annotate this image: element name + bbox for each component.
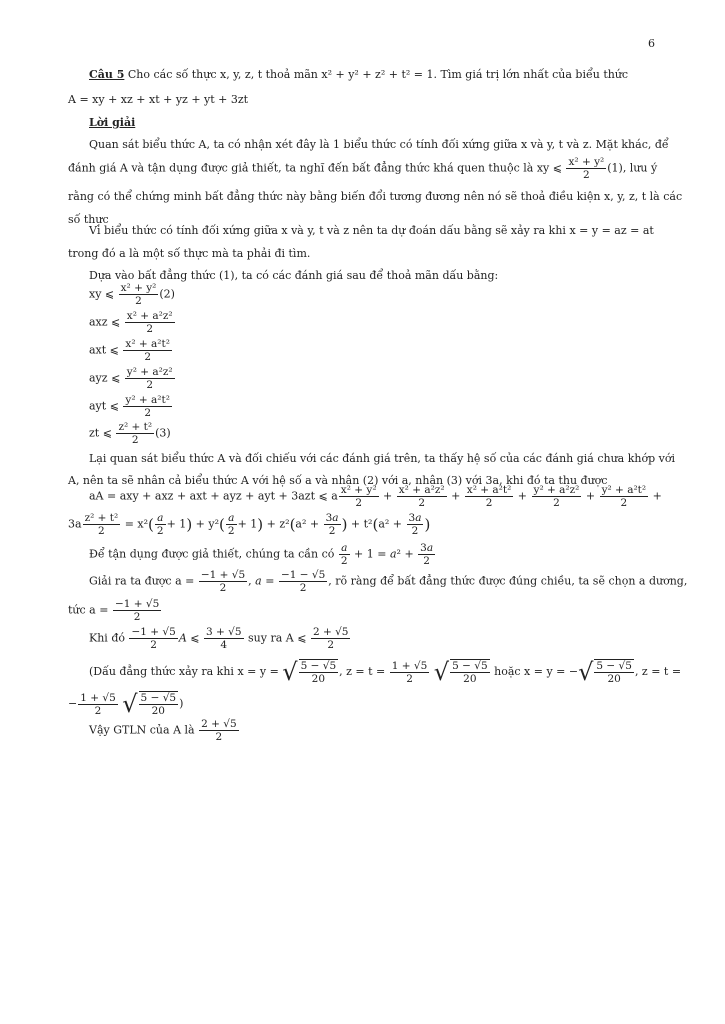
para1-line2 — [68, 156, 656, 181]
para1-line3: rằng có thể chứng minh bất đẳng thức này bằng biến đổi tương đương nên nó sẽ thoả điều kiện x, y, z, t là các — [68, 190, 683, 203]
inequality-4: ayz ⩽ $\frac{\text{y² + a²z²}}{2}$ — [89, 366, 173, 392]
para8-line2: − $\frac{1 + √5}{2}$ √ $\frac{5 - √5}{20}$ ) — [68, 690, 184, 718]
para2-line1: Vì biểu thức có tính đối xứng giữa x và y, t và z nên ta dự đoán dấu bằng sẽ xảy ra khi x = y = az = at — [89, 224, 654, 237]
big-equation-line1: aA = axy + axz + axt + ayz + ayt + 3azt ⩽ a $\frac{\text{x² + y²}}{2}$ + $\frac{\text{x² + a²z²}}{2}$ + $\frac{\text{x² + a²t²}}{2}$ + $\frac{\text{y² + a²z²}}{2}$ + $\frac{\text{y² + a²t²}}{2}$ + — [89, 484, 662, 510]
fraction-x2y2-over-2: $\frac{\text{x² + y²}}{2}$ — [568, 156, 605, 182]
para1-line1: Quan sát biểu thức A, ta có nhận xét đây là 1 biểu thức có tính đối xứng giữa x và y, t và z. Mặt khác, để — [89, 138, 669, 151]
para8-line1: (Dấu đẳng thức xảy ra khi x = y = √ $\frac{5 - √5}{20}$ , z = t = $\frac{1 + √5}{2}$ √ $\frac{5 - √5}{20}$ hoặc x = y = −√ $\frac{5 - √5}{20}$ , z = t = — [89, 658, 682, 686]
para6-line2: tức a = $\frac{-1 + √5}{2}$ — [68, 598, 160, 624]
problem-line-2: A = xy + xz + xt + yz + yt + 3zt — [68, 93, 249, 106]
inequality-1: xy ⩽ $\frac{\text{x² + y²}}{2}$ (2) — [89, 282, 175, 308]
inequality-2: axz ⩽ $\frac{\text{x² + a²z²}}{2}$ — [89, 310, 173, 336]
solution-heading: Lời giải — [89, 116, 136, 129]
para3-line1: Dựa vào bất đẳng thức (1), ta có các đánh giá sau để thoả mãn dấu bằng: — [89, 269, 499, 282]
para6-line1: Giải ra ta được a = $\frac{-1 + √5}{2}$ , a = $\frac{-1 - √5}{2}$ , rõ ràng để bất đẳng thức được đúng chiều, ta sẽ chọn a dương, — [89, 569, 688, 595]
para1-line2-text: đánh giá A và tận dụng được giả thiết, ta nghĩ đến bất đẳng thức khá quen thuộc là xy ⩽ — [68, 161, 562, 175]
para7-line1: Khi đó $\frac{-1 + √5}{2}$ A ⩽ $\frac{3 + √5}{4}$ suy ra A ⩽ $\frac{2 + √5}{2}$ — [89, 626, 349, 652]
problem-text-1: Cho các số thực x, y, z, t thoả mãn x² + y² + z² + t² = 1. Tìm giá trị lớn nhất của biểu thức — [124, 68, 629, 81]
para5-line1: Để tận dụng được giả thiết, chúng ta cần có $\frac{a}{2}$ + 1 = a² + $\frac{3a}{2}$ — [89, 542, 434, 568]
page-number: 6 — [648, 37, 655, 50]
inequality-6: zt ⩽ $\frac{\text{z² + t²}}{2}$ (3) — [89, 421, 171, 447]
para4-line2: A, nên ta sẽ nhân cả biểu thức A với hệ số a và nhân (2) với a, nhân (3) với 3a, khi đó ta thu được — [68, 474, 608, 487]
para4-line1: Lại quan sát biểu thức A và đối chiếu với các đánh giá trên, ta thấy hệ số của các đánh giá chưa khớp với — [89, 452, 675, 465]
problem-line-1 — [89, 68, 677, 83]
problem-label: Câu 5 — [89, 68, 125, 81]
para2-line2: trong đó a là một số thực mà ta phải đi tìm. — [68, 247, 311, 260]
inequality-3: axt ⩽ $\frac{\text{x² + a²t²}}{2}$ — [89, 338, 170, 364]
inequality-5: ayt ⩽ $\frac{\text{y² + a²t²}}{2}$ — [89, 394, 170, 420]
conclusion-line: Vậy GTLN của A là $\frac{2 + √5}{2}$ — [89, 718, 237, 744]
para1-line2-end: (1), lưu ý — [607, 161, 658, 175]
para1-line4: số thực — [68, 213, 109, 226]
big-equation-line2: 3a $\frac{\text{z² + t²}}{2}$ = x²( $\frac{a}{2}$ + 1) + y²( $\frac{a}{2}$ + 1) + z²(a² + $\frac{3a}{2}$ ) + t²(a² + $\frac{3a}{2}$ ) — [68, 512, 431, 538]
